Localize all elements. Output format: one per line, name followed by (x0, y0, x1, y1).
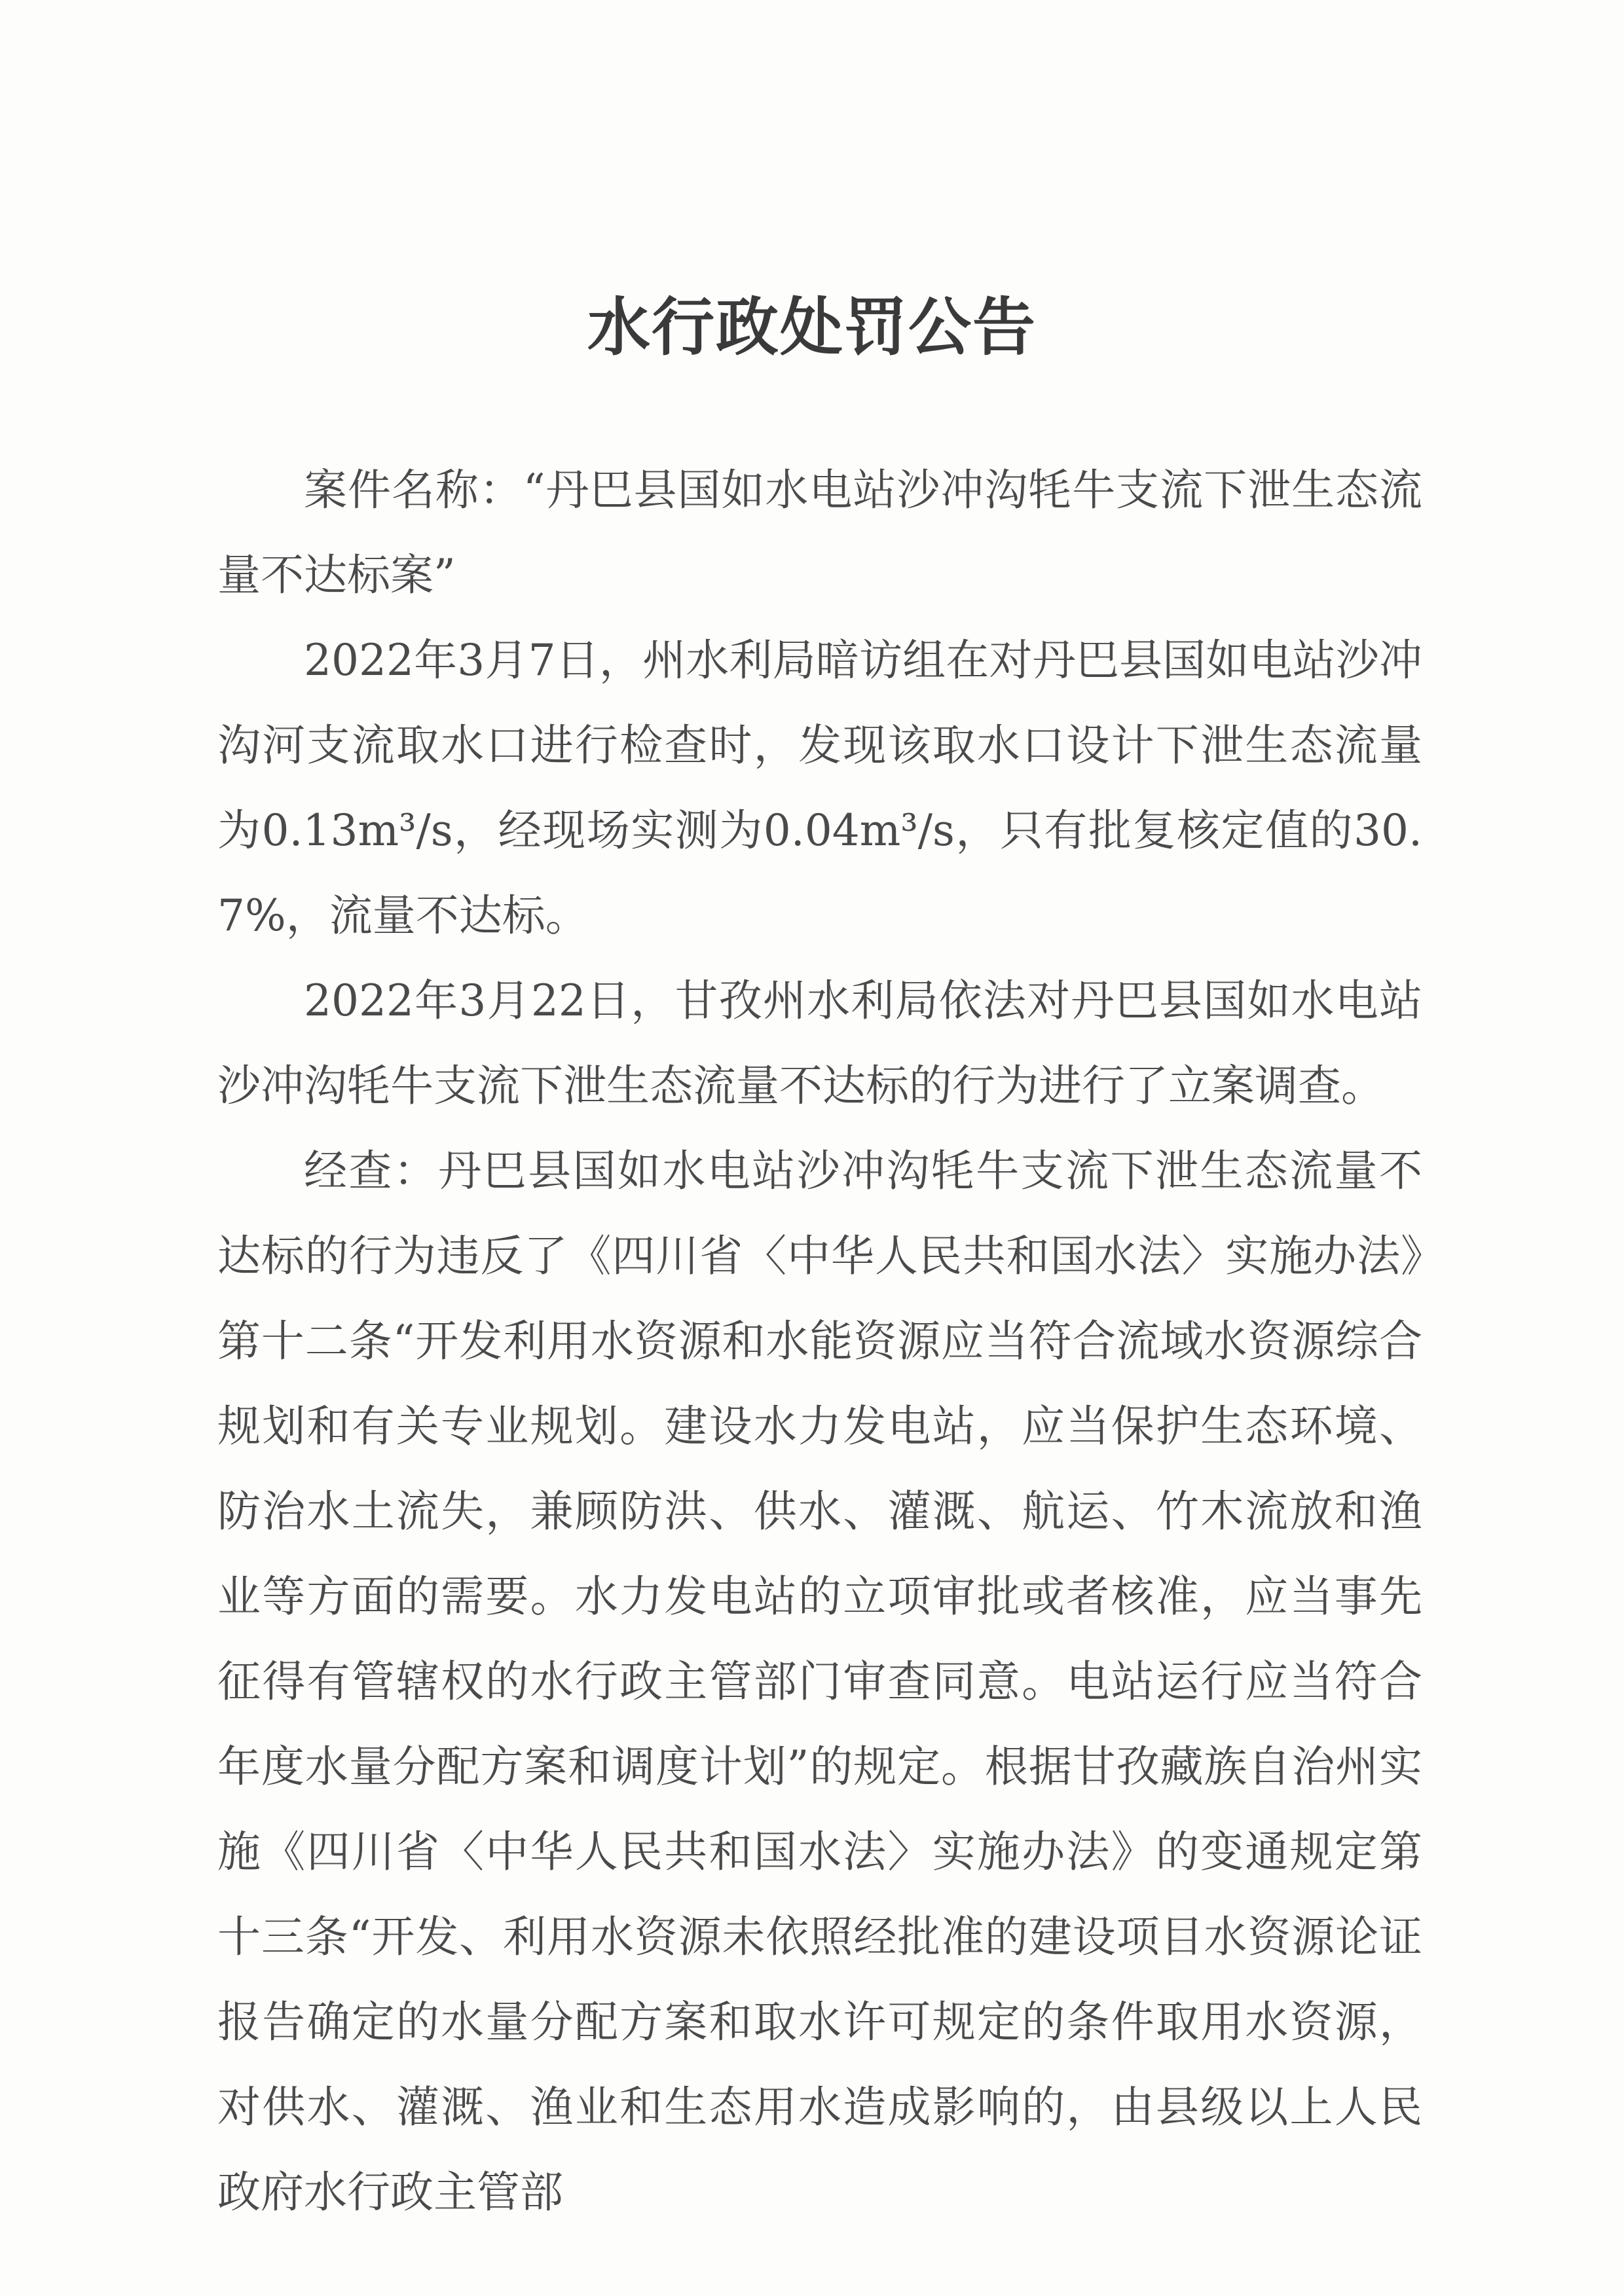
document-title: 水行政处罚公告 (587, 290, 1037, 364)
paragraph-inspection: 2022年3月7日，州水利局暗访组在对丹巴县国如电站沙冲沟河支流取水口进行检查时，发现该取水口设计下泄生态流量为0.13m³/s，经现场实测为0.04m³/s，只有批复核定值的30.7%，流量不达标。 (217, 635, 1422, 941)
paragraph-findings: 经查：丹巴县国如水电站沙冲沟牦牛支流下泄生态流量不达标的行为违反了《四川省〈中华人民共和国水法〉实施办法》第十二条“开发利用水资源和水能资源应当符合流域水资源综合规划和有关专业规划。建设水力发电站，应当保护生态环境、防治水土流失，兼顾防洪、供水、灌溉、航运、竹木流放和渔业等方面的需要。水力发电站的立项审批或者核准，应当事先征得有管辖权的水行政主管部门审查同意。电站运行应当符合年度水量分配方案和调度计划”的规定。根据甘孜藏族自治州实施《四川省〈中华人民共和国水法〉实施办法》的变通规定第十三条“开发、利用水资源未依照经批准的建设项目水资源论证报告确定的水量分配方案和取水许可规定的条件取用水资源，对供水、灌溉、渔业和生态用水造成影响的，由县级以上人民政府水行政主管部 (217, 1146, 1422, 2217)
paragraph-case-name: 案件名称：“丹巴县国如水电站沙冲沟牦牛支流下泄生态流量不达标案” (217, 465, 1422, 600)
paragraph-case-filing: 2022年3月22日，甘孜州水利局依法对丹巴县国如水电站沙冲沟牦牛支流下泄生态流量不达标的行为进行了立案调查。 (217, 975, 1422, 1111)
document-body (217, 448, 1422, 2235)
